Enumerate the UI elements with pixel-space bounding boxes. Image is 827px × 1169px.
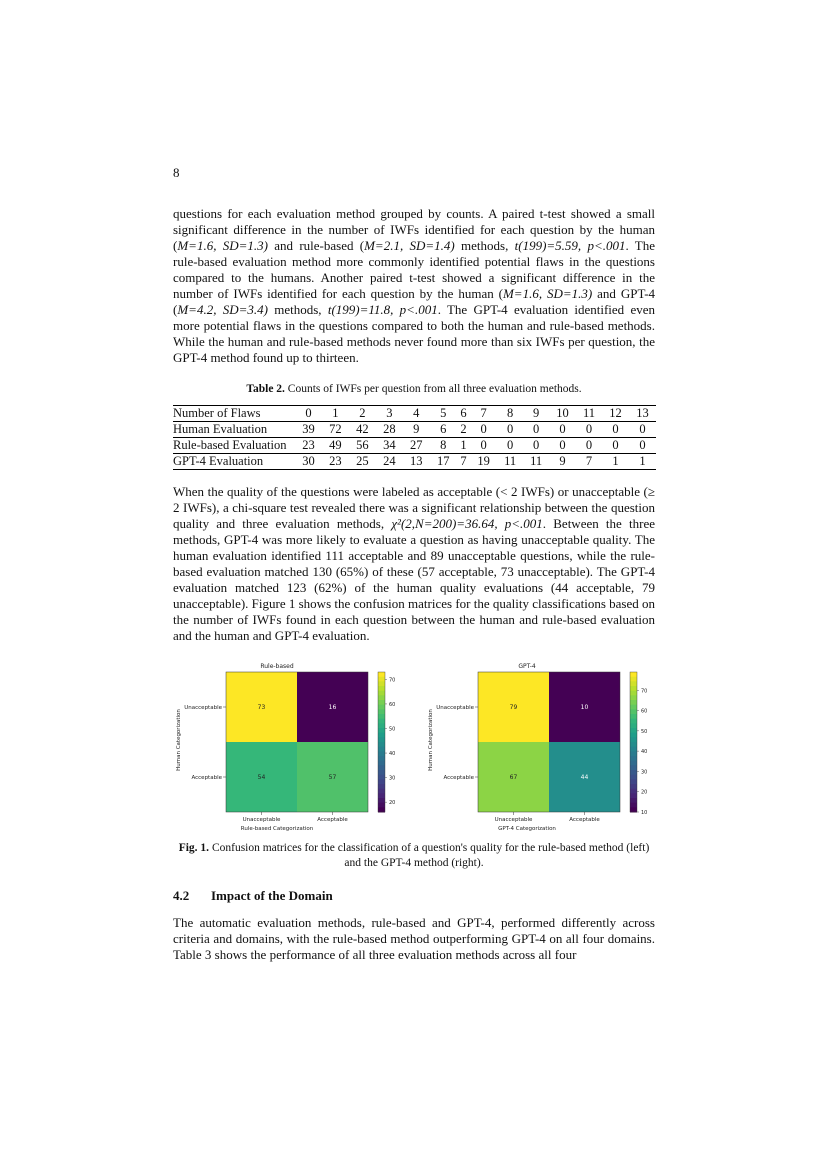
table-cell: 1 <box>602 454 629 470</box>
table-cell: 28 <box>376 422 403 438</box>
table-cell: 42 <box>349 422 376 438</box>
table-2-caption <box>173 382 655 397</box>
colorbar-band <box>378 714 385 719</box>
table-cell: 56 <box>349 438 376 454</box>
para1-seg: . The rule-based evaluation method more commonly identified potential flaws in the questions compared to the humans. Another paired t-test showed a significant difference in the number of IWFs identified for each question by the human ( <box>173 238 655 301</box>
colorbar-band <box>378 747 385 752</box>
para1-seg: t(199)=11.8, p<.001 <box>327 302 438 317</box>
colorbar-band <box>378 765 385 770</box>
table-cell: 0 <box>470 438 497 454</box>
colorbar-tick-label: 30 <box>389 775 396 782</box>
colorbar-band <box>630 672 637 677</box>
colorbar-band <box>630 719 637 724</box>
table-cell: 24 <box>376 454 403 470</box>
colorbar-tick-label: 60 <box>641 708 648 715</box>
para1-seg: and rule-based ( <box>267 238 365 253</box>
colorbar-band <box>378 742 385 747</box>
colorbar-band <box>378 756 385 761</box>
table-cell: 8 <box>430 438 457 454</box>
table-cell: 7 <box>457 454 470 470</box>
table-header-cell: 11 <box>576 406 602 422</box>
colorbar-band <box>378 770 385 775</box>
colorbar-band <box>378 798 385 803</box>
colorbar-band <box>378 700 385 705</box>
colorbar-band <box>378 784 385 789</box>
table-cell: 0 <box>576 422 602 438</box>
para1-seg: M=1.6, SD=1.3) <box>177 238 268 253</box>
colorbar-band <box>630 793 637 798</box>
cm-ylabel: Human Categorization <box>176 709 182 771</box>
colorbar-band <box>378 733 385 738</box>
colorbar-band <box>630 798 637 803</box>
colorbar-tick-label: 50 <box>389 726 396 733</box>
colorbar-band <box>630 770 637 775</box>
x-tick-label: Unacceptable <box>494 817 533 823</box>
table-cell: 0 <box>629 438 656 454</box>
table-header-cell: 13 <box>629 406 656 422</box>
table-cell: 0 <box>629 422 656 438</box>
table-header-cell: 10 <box>549 406 576 422</box>
table-cell: 9 <box>403 422 430 438</box>
colorbar-band <box>378 723 385 728</box>
table-header-cell: 6 <box>457 406 470 422</box>
table-cell: 39 <box>295 422 322 438</box>
colorbar-band <box>630 742 637 747</box>
colorbar-band <box>378 686 385 691</box>
cm-cells <box>184 672 368 823</box>
table-cell: 27 <box>403 438 430 454</box>
table-header-cell: 0 <box>295 406 322 422</box>
table-cell: 0 <box>497 422 523 438</box>
matrix-cell-value: 54 <box>257 774 266 781</box>
table-cell: 34 <box>376 438 403 454</box>
cm-title: GPT-4 <box>518 663 536 670</box>
table-header-cell: 5 <box>430 406 457 422</box>
table-cell: GPT-4 Evaluation <box>173 454 295 470</box>
colorbar-band <box>630 700 637 705</box>
colorbar-band <box>630 779 637 784</box>
colorbar-tick-label: 20 <box>641 789 648 796</box>
confusion-matrix-gpt4 <box>422 660 662 838</box>
colorbar-band <box>630 751 637 756</box>
table-cell: 72 <box>322 422 349 438</box>
para1-seg: M=2.1, SD=1.4) <box>364 238 455 253</box>
table-cell: 23 <box>322 454 349 470</box>
colorbar-band <box>630 765 637 770</box>
paragraph-domain: The automatic evaluation methods, rule-based and GPT-4, performed differently across criteria and domains, with the rule-based method outperforming GPT-4 on all four domains. Table 3 shows the performance of all three evaluation methods across all four <box>173 915 655 962</box>
table-row <box>173 454 656 470</box>
colorbar-band <box>378 719 385 724</box>
table-header-cell: 7 <box>470 406 497 422</box>
table-header-cell: 4 <box>403 406 430 422</box>
para1-seg: questions for each evaluation method grouped by counts. A paired t-test showed a small significant difference in the number of IWFs identified for each question by the human ( <box>173 206 655 253</box>
table-cell: Rule-based Evaluation <box>173 438 295 454</box>
colorbar-band <box>630 789 637 794</box>
colorbar-band <box>378 761 385 766</box>
colorbar-tick-label: 40 <box>641 749 648 756</box>
para1-seg: and GPT-4 ( <box>173 286 656 317</box>
colorbar-band <box>378 775 385 780</box>
x-tick-label: Unacceptable <box>242 817 281 823</box>
colorbar-band <box>378 672 385 677</box>
paragraph-paired-t-test <box>173 206 655 366</box>
colorbar-tick-label: 20 <box>389 800 396 807</box>
colorbar-band <box>630 784 637 789</box>
table-cell: Human Evaluation <box>173 422 295 438</box>
table-cell: 17 <box>430 454 457 470</box>
colorbar-band <box>378 803 385 808</box>
colorbar-band <box>378 709 385 714</box>
table-cell: 19 <box>470 454 497 470</box>
colorbar-band <box>630 723 637 728</box>
colorbar-band <box>630 747 637 752</box>
cm-xlabel: Rule-based Categorization <box>240 826 314 832</box>
para1-seg: M=1.6, SD=1.3) <box>502 286 593 301</box>
page-number: 8 <box>173 165 180 180</box>
matrix-cell-value: 79 <box>509 704 518 711</box>
section-heading <box>173 888 333 904</box>
table-row <box>173 422 656 438</box>
colorbar-tick-label: 50 <box>641 728 648 735</box>
table-cell: 0 <box>602 422 629 438</box>
colorbar-band <box>378 737 385 742</box>
colorbar-band <box>378 789 385 794</box>
para1-seg: . The GPT-4 evaluation identified even more potential flaws in the questions compared to both the human and rule-based methods. While the human and rule-based methods never found more than six IWFs per question, the GPT-4 method found up to thirteen. <box>173 302 655 365</box>
colorbar-band <box>378 705 385 710</box>
figure-1-label: Fig. 1. <box>178 842 210 854</box>
table-header-cell: 8 <box>497 406 523 422</box>
colorbar-band <box>378 695 385 700</box>
colorbar-band <box>630 737 637 742</box>
colorbar-band <box>378 779 385 784</box>
table-cell: 1 <box>457 438 470 454</box>
iwf-counts-table <box>173 405 656 470</box>
table-cell: 9 <box>549 454 576 470</box>
cm-cells <box>436 672 620 823</box>
table-cell: 25 <box>349 454 376 470</box>
para1-seg: methods, <box>454 238 515 253</box>
table-header-cell: 9 <box>523 406 549 422</box>
colorbar-band <box>630 677 637 682</box>
table-2-caption-label: Table 2. <box>246 383 285 395</box>
colorbar-tick-label: 70 <box>389 677 396 684</box>
table-cell: 7 <box>576 454 602 470</box>
colorbar-band <box>630 691 637 696</box>
table-cell: 49 <box>322 438 349 454</box>
para1-seg: t(199)=5.59, p<.001 <box>514 238 626 253</box>
matrix-cell-value: 73 <box>257 704 266 711</box>
table-header-cell: Number of Flaws <box>173 406 295 422</box>
table-cell: 0 <box>470 422 497 438</box>
figure-1-text: Confusion matrices for the classification of a question's quality for the rule-based method (left) and the GPT-4 method (right). <box>209 842 650 869</box>
colorbar-band <box>630 681 637 686</box>
paragraph-chi-square <box>173 484 655 644</box>
matrix-cell-value: 16 <box>328 704 337 711</box>
colorbar-band <box>630 775 637 780</box>
x-tick-label: Acceptable <box>317 817 348 823</box>
cm-title: Rule-based <box>260 663 294 670</box>
table-cell: 0 <box>576 438 602 454</box>
y-tick-label: Unacceptable <box>436 705 474 711</box>
colorbar-band <box>630 728 637 733</box>
cm-colorbar <box>630 672 647 816</box>
colorbar-tick-label: 10 <box>641 810 648 816</box>
table-header-cell: 12 <box>602 406 629 422</box>
y-tick-label: Acceptable <box>191 775 222 781</box>
table-cell: 0 <box>602 438 629 454</box>
table-cell: 11 <box>523 454 549 470</box>
colorbar-band <box>378 681 385 686</box>
x-tick-label: Acceptable <box>569 817 600 823</box>
table-cell: 2 <box>457 422 470 438</box>
table-cell: 23 <box>295 438 322 454</box>
colorbar-band <box>378 677 385 682</box>
colorbar-band <box>630 803 637 808</box>
para1-seg: M=4.2, SD=3.4) <box>177 302 268 317</box>
table-row <box>173 438 656 454</box>
cm-xlabel: GPT-4 Categorization <box>498 826 556 832</box>
table-cell: 0 <box>497 438 523 454</box>
table-cell: 13 <box>403 454 430 470</box>
confusion-matrix-rule-based <box>172 660 412 838</box>
colorbar-band <box>630 695 637 700</box>
matrix-cell-value: 67 <box>509 774 518 781</box>
colorbar-band <box>630 705 637 710</box>
table-cell: 6 <box>430 422 457 438</box>
figure-1-caption <box>173 841 655 871</box>
table-cell: 11 <box>497 454 523 470</box>
cm-colorbar <box>378 672 395 813</box>
colorbar-band <box>378 728 385 733</box>
colorbar-band <box>630 807 637 812</box>
section-number: 4.2 <box>173 888 190 903</box>
y-tick-label: Acceptable <box>443 775 474 781</box>
table-cell: 1 <box>629 454 656 470</box>
colorbar-band <box>378 691 385 696</box>
colorbar-tick-label: 30 <box>641 769 648 776</box>
colorbar-band <box>630 756 637 761</box>
para2-seg: When the quality of the questions were labeled as acceptable (< 2 IWFs) or unacceptable (≥ 2 IWFs), a chi-square test revealed there was a significant relationship between the question quality and three evaluation methods, <box>173 484 655 531</box>
colorbar-band <box>630 686 637 691</box>
table-cell: 0 <box>549 438 576 454</box>
table-header-cell: 1 <box>322 406 349 422</box>
table-header-row <box>173 406 656 422</box>
table-header-cell: 3 <box>376 406 403 422</box>
y-tick-label: Unacceptable <box>184 705 222 711</box>
para2-seg: χ²(2,N=200)=36.64, p<.001 <box>391 516 543 531</box>
colorbar-tick-label: 40 <box>389 751 396 758</box>
table-cell: 0 <box>523 438 549 454</box>
colorbar-band <box>630 714 637 719</box>
table-header-cell: 2 <box>349 406 376 422</box>
colorbar-band <box>630 733 637 738</box>
colorbar-tick-label: 60 <box>389 701 396 708</box>
colorbar-tick-label: 70 <box>641 688 648 695</box>
section-title: Impact of the Domain <box>211 888 333 903</box>
colorbar-band <box>378 793 385 798</box>
colorbar-band <box>378 807 385 812</box>
colorbar-band <box>630 761 637 766</box>
matrix-cell-value: 10 <box>580 704 589 711</box>
table-cell: 30 <box>295 454 322 470</box>
table-cell: 0 <box>549 422 576 438</box>
table-2-caption-text: Counts of IWFs per question from all three evaluation methods. <box>284 383 582 395</box>
table-cell: 0 <box>523 422 549 438</box>
cm-ylabel: Human Categorization <box>428 709 434 771</box>
colorbar-band <box>630 709 637 714</box>
colorbar-band <box>378 751 385 756</box>
para1-seg: methods, <box>267 302 328 317</box>
para2-seg: . Between the three methods, GPT-4 was more likely to evaluate a question as having unacceptable quality. The human evaluation identified 111 acceptable and 89 unacceptable questions, while the rule-based evaluation matched 130 (65%) of these (57 acceptable, 73 unacceptable). The GPT-4 evaluation matched 123 (62%) of the human quality evaluations (44 acceptable, 79 unacceptable). Figure 1 shows the confusion matrices for the quality classifications based on the number of IWFs found in each question between the human and rule-based evaluation and the human and GPT-4 evaluation. <box>173 516 655 643</box>
matrix-cell-value: 44 <box>580 774 589 781</box>
matrix-cell-value: 57 <box>328 774 337 781</box>
